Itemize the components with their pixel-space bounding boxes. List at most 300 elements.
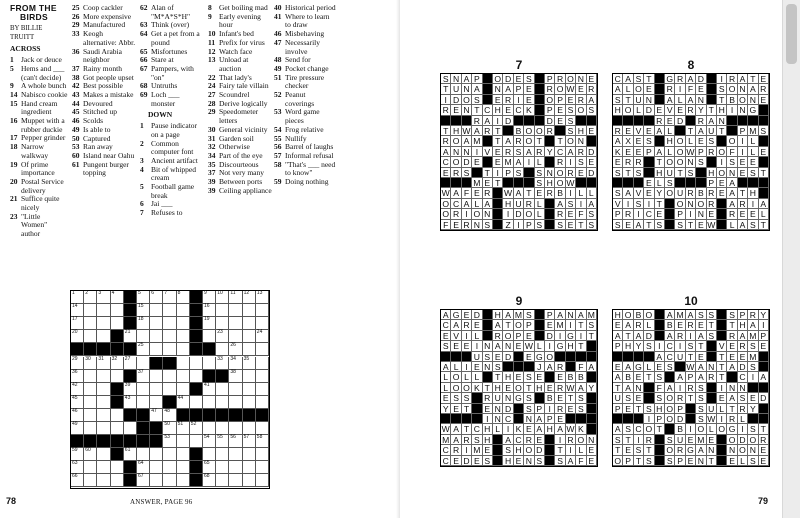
grid-cell[interactable] — [256, 357, 269, 370]
clue-number: 53 — [274, 107, 282, 117]
solution-letter: A — [759, 199, 769, 209]
grid-cell[interactable] — [177, 435, 190, 448]
grid-cell[interactable] — [203, 474, 216, 487]
clue-item — [72, 161, 136, 178]
grid-cell[interactable] — [150, 461, 163, 474]
solution-letter: W — [462, 126, 471, 136]
solution-letter: N — [727, 383, 737, 393]
solution-letter: E — [493, 95, 503, 105]
solution-letter: A — [634, 331, 644, 341]
clue-text: Get boiling mad — [219, 3, 268, 12]
grid-cell[interactable] — [97, 304, 110, 317]
grid-cell[interactable] — [150, 304, 163, 317]
black-square — [111, 448, 124, 461]
solution-letter: E — [441, 168, 451, 178]
solution-letter: E — [493, 157, 503, 167]
solution-letter: F — [655, 383, 665, 393]
grid-cell[interactable] — [256, 448, 269, 461]
clue-text: Where to learn to draw — [285, 11, 330, 30]
grid-cell[interactable] — [97, 396, 110, 409]
grid-cell[interactable] — [229, 343, 242, 356]
grid-cell[interactable] — [111, 461, 124, 474]
grid-cell[interactable] — [203, 383, 216, 396]
black-square — [483, 84, 493, 94]
solution-letter: E — [613, 157, 623, 167]
solution-letter: O — [717, 147, 727, 157]
solution-letter: E — [524, 95, 534, 105]
solution-letter: T — [472, 105, 482, 115]
solution-letter: E — [555, 105, 565, 115]
black-square — [759, 178, 769, 188]
solution-letter: E — [634, 393, 644, 403]
solution-letter: R — [462, 320, 472, 330]
grid-cell[interactable] — [229, 396, 242, 409]
grid-cell[interactable] — [124, 383, 137, 396]
grid-cell[interactable] — [177, 461, 190, 474]
grid-cell[interactable] — [84, 461, 97, 474]
cell-number: 27 — [124, 355, 131, 362]
solution-letter: R — [524, 199, 534, 209]
grid-cell[interactable] — [177, 357, 190, 370]
grid-cell[interactable] — [256, 291, 269, 304]
grid-cell[interactable] — [177, 396, 190, 409]
grid-cell[interactable] — [137, 383, 150, 396]
grid-cell[interactable] — [111, 291, 124, 304]
clue-text: Word game pieces — [285, 107, 320, 126]
clue-number: 54 — [274, 124, 282, 134]
grid-cell[interactable] — [150, 291, 163, 304]
black-square — [686, 404, 696, 414]
grid-cell[interactable] — [216, 461, 229, 474]
clue-column-3 — [140, 4, 204, 218]
solution-letter: I — [759, 320, 769, 330]
solution-letter: I — [462, 445, 472, 455]
grid-cell[interactable] — [203, 357, 216, 370]
grid-cell[interactable] — [177, 330, 190, 343]
byline: BY BILLIE TRUITT — [10, 25, 43, 41]
solution-letter: D — [545, 116, 555, 126]
solution-letter: A — [748, 320, 758, 330]
clue-number: 11 — [208, 37, 216, 47]
grid-cell[interactable] — [177, 422, 190, 435]
grid-cell[interactable] — [256, 330, 269, 343]
grid-cell[interactable] — [216, 304, 229, 317]
grid-cell[interactable] — [111, 357, 124, 370]
clue-number: 40 — [274, 3, 282, 12]
solution-letter: A — [623, 362, 633, 372]
solution-letter: S — [665, 362, 675, 372]
solution-letter: S — [555, 456, 565, 466]
grid-cell[interactable] — [150, 396, 163, 409]
grid-cell[interactable] — [150, 448, 163, 461]
black-square — [576, 352, 586, 362]
grid-cell[interactable] — [97, 291, 110, 304]
cell-number: 32 — [111, 355, 118, 362]
grid-cell[interactable] — [229, 317, 242, 330]
clue-number: 46 — [274, 29, 282, 39]
grid-cell[interactable] — [243, 330, 256, 343]
grid-cell[interactable] — [150, 330, 163, 343]
solution-letter: O — [717, 424, 727, 434]
grid-cell[interactable] — [256, 474, 269, 487]
grid-cell[interactable] — [84, 422, 97, 435]
solution-letter: A — [587, 95, 597, 105]
clue-number: 1 — [140, 121, 144, 131]
grid-cell[interactable] — [163, 448, 176, 461]
grid-cell[interactable] — [243, 396, 256, 409]
grid-cell[interactable] — [163, 304, 176, 317]
grid-cell[interactable] — [243, 370, 256, 383]
grid-cell[interactable] — [229, 291, 242, 304]
black-square — [472, 414, 482, 424]
grid-cell[interactable] — [97, 409, 110, 422]
solution-letter: R — [727, 209, 737, 219]
cell-number: 31 — [98, 355, 104, 362]
grid-cell[interactable] — [216, 448, 229, 461]
black-square — [748, 414, 758, 424]
grid-cell[interactable] — [243, 343, 256, 356]
grid-cell[interactable] — [124, 330, 137, 343]
clue-number: 61 — [72, 159, 80, 169]
solution-letter: T — [717, 362, 727, 372]
grid-cell[interactable] — [163, 370, 176, 383]
grid-cell[interactable] — [111, 370, 124, 383]
grid-cell[interactable] — [229, 461, 242, 474]
grid-cell[interactable] — [177, 474, 190, 487]
grid-cell[interactable] — [150, 383, 163, 396]
black-square — [163, 357, 176, 370]
grid-cell[interactable] — [229, 370, 242, 383]
solution-letter: P — [503, 168, 513, 178]
grid-cell[interactable] — [190, 422, 203, 435]
vertical-scrollbar[interactable] — [782, 0, 800, 518]
black-square — [472, 404, 482, 414]
solution-letter: S — [748, 168, 758, 178]
solution-letter: I — [493, 116, 503, 126]
grid-cell[interactable] — [71, 330, 84, 343]
solution-letter: R — [707, 199, 717, 209]
grid-cell[interactable] — [111, 474, 124, 487]
clue-number: 18 — [10, 142, 18, 152]
grid-cell[interactable] — [256, 343, 269, 356]
solution-letter: N — [644, 95, 654, 105]
solution-letter: L — [665, 126, 675, 136]
grid-cell[interactable] — [137, 370, 150, 383]
grid-cell[interactable] — [216, 343, 229, 356]
grid-cell[interactable] — [177, 291, 190, 304]
grid-cell[interactable] — [84, 317, 97, 330]
grid-cell[interactable] — [256, 383, 269, 396]
grid-cell[interactable] — [216, 291, 229, 304]
clue-text: Devoured — [83, 98, 113, 108]
grid-cell[interactable] — [243, 304, 256, 317]
solution-letter: S — [696, 383, 706, 393]
grid-cell[interactable] — [163, 291, 176, 304]
black-square — [727, 116, 737, 126]
clue-item — [140, 140, 204, 157]
grid-cell[interactable] — [190, 396, 203, 409]
grid-cell[interactable] — [97, 461, 110, 474]
grid-cell[interactable] — [243, 383, 256, 396]
grid-cell[interactable] — [84, 304, 97, 317]
grid-cell[interactable] — [216, 396, 229, 409]
solution-letter: P — [759, 331, 769, 341]
clue-number: 37 — [208, 168, 216, 178]
grid-cell[interactable] — [243, 448, 256, 461]
black-square — [644, 157, 654, 167]
black-square — [655, 136, 665, 146]
grid-cell[interactable] — [97, 448, 110, 461]
solution-letter: R — [503, 95, 513, 105]
solution-letter: R — [707, 188, 717, 198]
grid-cell[interactable] — [256, 461, 269, 474]
cell-number: 37 — [138, 368, 144, 375]
solution-letter: L — [535, 209, 545, 219]
cell-number: 4 — [111, 290, 115, 296]
cell-number: 10 — [217, 290, 223, 296]
cell-number: 38 — [230, 368, 236, 375]
grid-cell[interactable] — [150, 370, 163, 383]
solution-letter: S — [748, 424, 758, 434]
grid-cell[interactable] — [216, 474, 229, 487]
clue-text: Bit of whipped cream — [151, 164, 196, 183]
solution-letter: A — [623, 320, 633, 330]
grid-cell[interactable] — [97, 370, 110, 383]
grid-cell[interactable] — [150, 317, 163, 330]
solution-letter: W — [566, 382, 575, 393]
solution-letter: R — [545, 84, 555, 94]
grid-cell[interactable] — [256, 304, 269, 317]
grid-cell[interactable] — [97, 317, 110, 330]
solution-letter: R — [555, 74, 565, 84]
grid-cell[interactable] — [111, 422, 124, 435]
grid-cell[interactable] — [216, 383, 229, 396]
solution-letter: E — [686, 435, 696, 445]
clue-text: Island near Oahu — [83, 150, 135, 160]
black-square — [462, 178, 472, 188]
solution-letter: H — [613, 105, 623, 115]
grid-cell[interactable] — [216, 435, 229, 448]
grid-cell[interactable] — [163, 383, 176, 396]
black-square — [441, 414, 451, 424]
black-square — [717, 220, 727, 230]
solution-letter: E — [727, 341, 737, 351]
grid-cell[interactable] — [229, 383, 242, 396]
solution-letter: O — [524, 136, 534, 146]
solution-letter: O — [555, 168, 565, 178]
solution-letter: U — [514, 199, 524, 209]
black-square — [483, 157, 493, 167]
grid-cell[interactable] — [229, 304, 242, 317]
grid-cell[interactable] — [84, 409, 97, 422]
solution-letter: A — [503, 84, 513, 94]
solution-letter: M — [472, 178, 482, 188]
grid-cell[interactable] — [190, 357, 203, 370]
solution-letter: S — [655, 372, 665, 382]
black-square — [71, 343, 84, 356]
grid-cell[interactable] — [124, 357, 137, 370]
grid-cell[interactable] — [84, 370, 97, 383]
grid-cell[interactable] — [97, 330, 110, 343]
solution-letter: A — [587, 199, 597, 209]
grid-cell[interactable] — [150, 343, 163, 356]
solution-letter: A — [576, 383, 586, 393]
solution-letter: T — [623, 435, 633, 445]
grid-cell[interactable] — [150, 474, 163, 487]
grid-cell[interactable] — [163, 435, 176, 448]
grid-cell[interactable] — [84, 448, 97, 461]
clue-text: Send for — [285, 55, 311, 65]
grid-cell[interactable] — [177, 317, 190, 330]
clue-item — [10, 117, 68, 134]
grid-cell[interactable] — [177, 370, 190, 383]
black-square — [623, 178, 633, 188]
grid-cell[interactable] — [84, 474, 97, 487]
solution-letter: S — [503, 445, 513, 455]
solution-letter: A — [665, 310, 675, 320]
scrollbar-thumb[interactable] — [786, 4, 797, 64]
grid-cell[interactable] — [229, 435, 242, 448]
grid-cell[interactable] — [71, 357, 84, 370]
grid-cell[interactable] — [163, 330, 176, 343]
solution-letter: L — [576, 188, 586, 198]
grid-cell[interactable] — [124, 422, 137, 435]
cell-number: 58 — [256, 434, 263, 441]
solution-letter: I — [675, 84, 685, 94]
grid-cell[interactable] — [177, 448, 190, 461]
grid-cell[interactable] — [71, 396, 84, 409]
grid-cell[interactable] — [177, 383, 190, 396]
grid-cell[interactable] — [203, 317, 216, 330]
clue-item — [208, 187, 272, 196]
solution-letter: O — [675, 136, 685, 146]
grid-cell[interactable] — [229, 357, 242, 370]
grid-cell[interactable] — [243, 435, 256, 448]
grid-cell[interactable] — [137, 343, 150, 356]
grid-cell[interactable] — [177, 304, 190, 317]
grid-cell[interactable] — [243, 474, 256, 487]
black-square — [514, 116, 524, 126]
grid-cell[interactable] — [124, 396, 137, 409]
solution-letter: O — [514, 383, 524, 393]
grid-cell[interactable] — [111, 304, 124, 317]
grid-cell[interactable] — [137, 396, 150, 409]
grid-cell[interactable] — [71, 474, 84, 487]
grid-cell[interactable] — [190, 435, 203, 448]
solution-letter: H — [613, 310, 623, 320]
grid-cell[interactable] — [150, 409, 163, 422]
crossword-grid[interactable] — [70, 290, 270, 489]
solution-letter: E — [587, 157, 597, 167]
clue-item — [140, 166, 204, 183]
solution-letter: T — [462, 424, 472, 434]
clue-number: 44 — [72, 98, 80, 108]
grid-cell[interactable] — [216, 330, 229, 343]
solution-letter: T — [707, 105, 717, 115]
solution-letter: R — [576, 147, 586, 157]
grid-cell[interactable] — [71, 422, 84, 435]
solution-letter: C — [555, 147, 565, 157]
solution-letter: A — [462, 136, 472, 146]
grid-cell[interactable] — [84, 357, 97, 370]
clue-number: 66 — [140, 55, 148, 65]
grid-cell[interactable] — [84, 383, 97, 396]
solution-letter: A — [665, 331, 675, 341]
solution-letter: G — [748, 105, 758, 115]
grid-cell[interactable] — [163, 461, 176, 474]
solution-letter: D — [503, 116, 513, 126]
grid-cell[interactable] — [216, 357, 229, 370]
solution-letter: N — [524, 456, 534, 466]
grid-cell[interactable] — [243, 357, 256, 370]
grid-cell[interactable] — [190, 370, 203, 383]
grid-cell[interactable] — [111, 409, 124, 422]
grid-cell[interactable] — [137, 474, 150, 487]
grid-cell[interactable] — [163, 474, 176, 487]
solution-letter: R — [738, 404, 748, 414]
grid-cell[interactable] — [243, 317, 256, 330]
grid-cell[interactable] — [71, 383, 84, 396]
grid-cell[interactable] — [163, 343, 176, 356]
grid-cell[interactable] — [97, 383, 110, 396]
grid-cell[interactable] — [256, 370, 269, 383]
solution-letter: N — [686, 199, 696, 209]
solution-letter: T — [644, 74, 654, 84]
solution-letter: L — [759, 209, 769, 219]
grid-cell[interactable] — [124, 448, 137, 461]
grid-cell[interactable] — [97, 357, 110, 370]
solution-letter: O — [675, 199, 685, 209]
grid-cell[interactable] — [137, 317, 150, 330]
grid-cell[interactable] — [203, 330, 216, 343]
solution-letter: U — [493, 393, 503, 403]
grid-cell[interactable] — [177, 343, 190, 356]
grid-cell[interactable] — [229, 474, 242, 487]
black-square — [655, 95, 665, 105]
black-square — [203, 409, 216, 422]
grid-cell[interactable] — [97, 422, 110, 435]
solution-letter: B — [727, 95, 737, 105]
clue-item — [72, 108, 136, 117]
grid-cell[interactable] — [163, 317, 176, 330]
solution-letter: E — [613, 362, 623, 372]
solution-letter: N — [587, 435, 597, 445]
grid-cell[interactable] — [84, 330, 97, 343]
across-clue-list-3 — [140, 4, 204, 108]
cell-number: 33 — [217, 355, 223, 362]
grid-cell[interactable] — [229, 448, 242, 461]
grid-cell[interactable] — [84, 291, 97, 304]
solution-letter: D — [644, 331, 654, 341]
black-square — [97, 343, 110, 356]
grid-cell[interactable] — [71, 370, 84, 383]
grid-cell[interactable] — [97, 474, 110, 487]
grid-cell[interactable] — [203, 435, 216, 448]
grid-cell[interactable] — [137, 357, 150, 370]
grid-cell[interactable] — [243, 291, 256, 304]
grid-cell[interactable] — [256, 435, 269, 448]
grid-cell[interactable] — [84, 396, 97, 409]
clue-text: Muppet with a rubber duckie — [21, 116, 65, 134]
grid-cell[interactable] — [111, 317, 124, 330]
solution-letter: R — [493, 331, 503, 341]
solution-letter: T — [686, 126, 696, 136]
solution-letter: A — [524, 147, 534, 157]
grid-cell[interactable] — [243, 461, 256, 474]
solution-letter: A — [665, 95, 675, 105]
grid-cell[interactable] — [203, 396, 216, 409]
grid-cell[interactable] — [256, 396, 269, 409]
